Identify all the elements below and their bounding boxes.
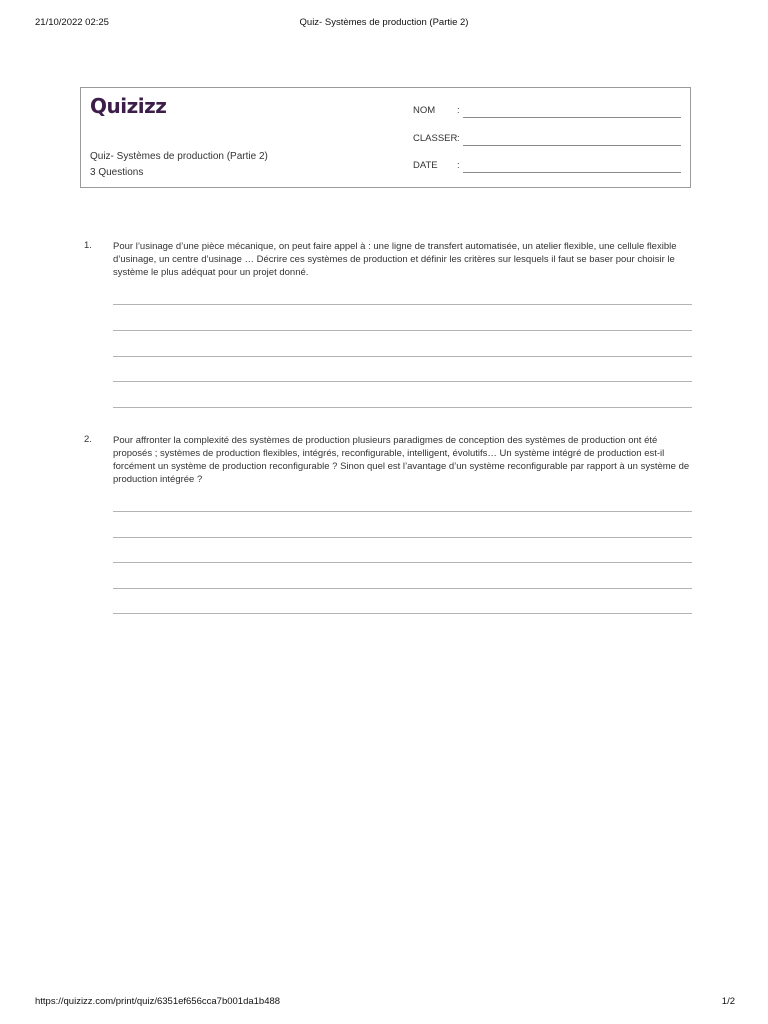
worksheet-header	[80, 87, 691, 188]
answer-line	[113, 381, 692, 382]
answer-line	[113, 330, 692, 331]
name-fill-line	[463, 117, 681, 118]
print-title: Quiz- Systèmes de production (Partie 2)	[299, 17, 469, 28]
print-url: https://quizizz.com/print/quiz/6351ef656cca7b001da1b488	[35, 996, 281, 1007]
class-label: CLASSER	[413, 133, 458, 144]
answer-line	[113, 407, 692, 408]
quiz-title: Quiz- Systèmes de production (Partie 2)	[90, 151, 268, 162]
answer-line	[113, 562, 692, 563]
class-fill-line	[463, 145, 681, 146]
date-fill-line	[463, 172, 681, 173]
date-label: DATE	[413, 160, 438, 171]
answer-line	[113, 511, 692, 512]
answer-line	[113, 588, 692, 589]
question-count: 3 Questions	[90, 167, 144, 178]
question-number: 1.	[84, 240, 92, 251]
print-date: 21/10/2022 02:25	[35, 17, 109, 28]
answer-line	[113, 613, 692, 614]
name-label: NOM	[413, 105, 436, 116]
question-number: 2.	[84, 434, 92, 445]
question-text: Pour l’usinage d’une pièce mécanique, on peut faire appel à : une ligne de transfert automatisée, un atelier flexible, une cellule flexible d’usinage, un centre d’usinage … Décrire ces systèmes de production et définir les critères sur lesquels il faut se baser pour choisir le système le plus adéquat pour un projet donné.	[113, 241, 677, 278]
question-text: Pour affronter la complexité des systèmes de production plusieurs paradigmes de conception des systèmes de production ont été proposés ; systèmes de production flexibles, intégrés, reconfigurable, intelligent, évolutifs… Un système intégré de production est-il forcément un système de production reconfigurable ? Sinon quel est l’avantage d’un système reconfigurable par rapport à un système de production intégrée ?	[113, 435, 690, 485]
name-colon: :	[457, 105, 460, 116]
answer-line	[113, 356, 692, 357]
date-colon: :	[457, 160, 460, 171]
answer-line	[113, 537, 692, 538]
page-number: 1/2	[721, 996, 735, 1007]
quizizz-logo: Quizizz	[90, 94, 167, 118]
answer-line	[113, 304, 692, 305]
class-colon: :	[457, 133, 460, 144]
